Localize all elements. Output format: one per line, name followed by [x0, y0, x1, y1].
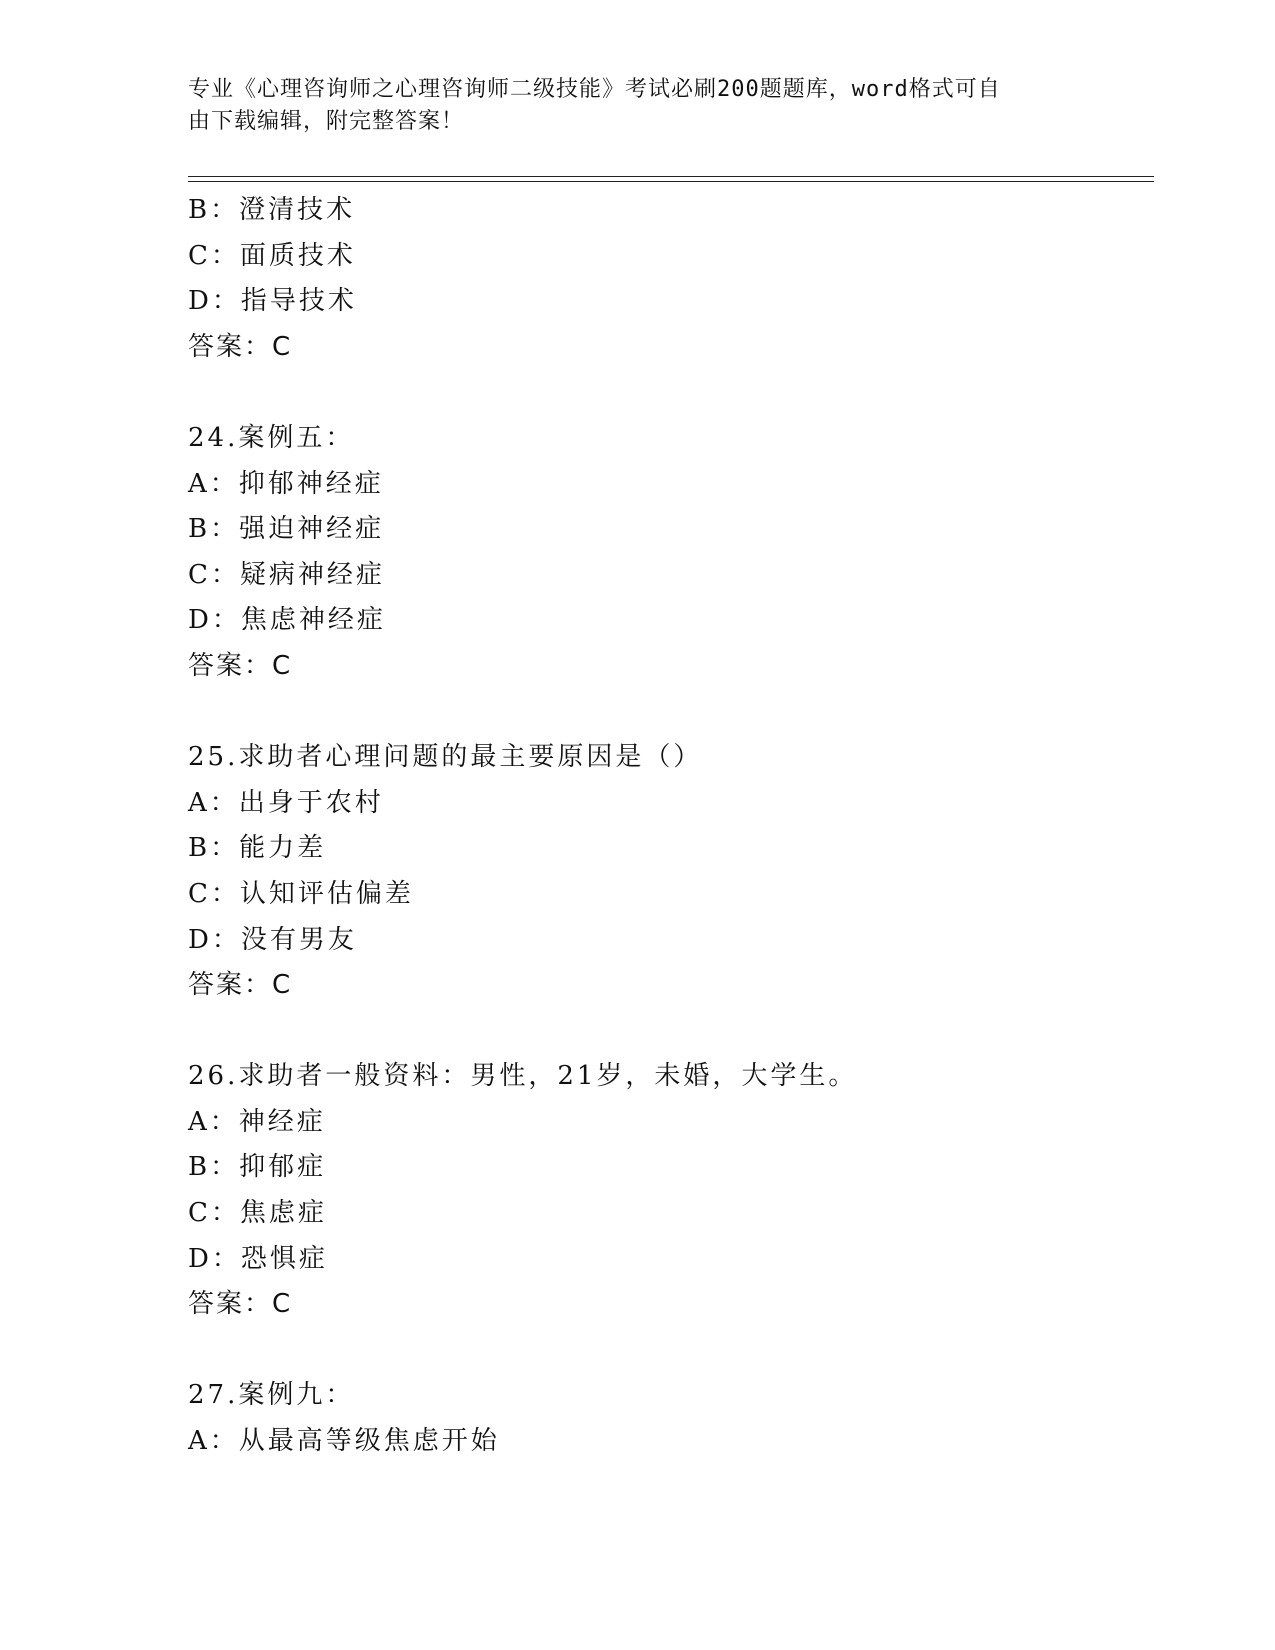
- option-line: B：抑郁症: [188, 1152, 327, 1183]
- answer-line: 答案：C: [188, 331, 293, 362]
- option-line: C：疑病神经症: [188, 559, 385, 590]
- question-content: [188, 188, 1148, 1465]
- option-line: D：没有男友: [188, 924, 357, 955]
- header-line-2: 由下载编辑，附完整答案！: [188, 109, 465, 134]
- header-rule-top: [188, 176, 1154, 177]
- option-line: C：焦虑症: [188, 1198, 327, 1229]
- option-line: D：焦虑神经症: [188, 605, 386, 636]
- document-header: [188, 74, 1068, 138]
- option-line: B：强迫神经症: [188, 514, 385, 545]
- header-line-1: 专业《心理咨询师之心理咨询师二级技能》考试必刷200题题库，word格式可自: [188, 77, 1001, 102]
- question-stem: 25.求助者心理问题的最主要原因是（）: [188, 742, 703, 773]
- spacer: [188, 1009, 1148, 1055]
- spacer: [188, 1328, 1148, 1374]
- option-line: D：恐惧症: [188, 1243, 328, 1274]
- option-line: C：面质技术: [188, 240, 356, 271]
- answer-line: 答案：C: [188, 970, 293, 1001]
- option-line: A：神经症: [188, 1106, 326, 1137]
- option-line: B：澄清技术: [188, 195, 356, 225]
- question-stem: 26.求助者一般资料：男性，21岁，未婚，大学生。: [188, 1061, 858, 1092]
- option-line: A：出身于农村: [188, 787, 384, 818]
- option-line: A：抑郁神经症: [188, 468, 384, 499]
- spacer: [188, 690, 1148, 736]
- answer-line: 答案：C: [188, 1289, 293, 1320]
- header-rule-bottom: [188, 181, 1154, 182]
- option-line: D：指导技术: [188, 286, 357, 317]
- question-stem: 27.案例九：: [188, 1380, 355, 1411]
- option-line: C：认知评估偏差: [188, 878, 414, 909]
- spacer: [188, 370, 1148, 416]
- option-line: B：能力差: [188, 833, 327, 864]
- answer-line: 答案：C: [188, 650, 293, 681]
- question-stem: 24.案例五：: [188, 422, 355, 453]
- option-line: A：从最高等级焦虑开始: [188, 1426, 500, 1457]
